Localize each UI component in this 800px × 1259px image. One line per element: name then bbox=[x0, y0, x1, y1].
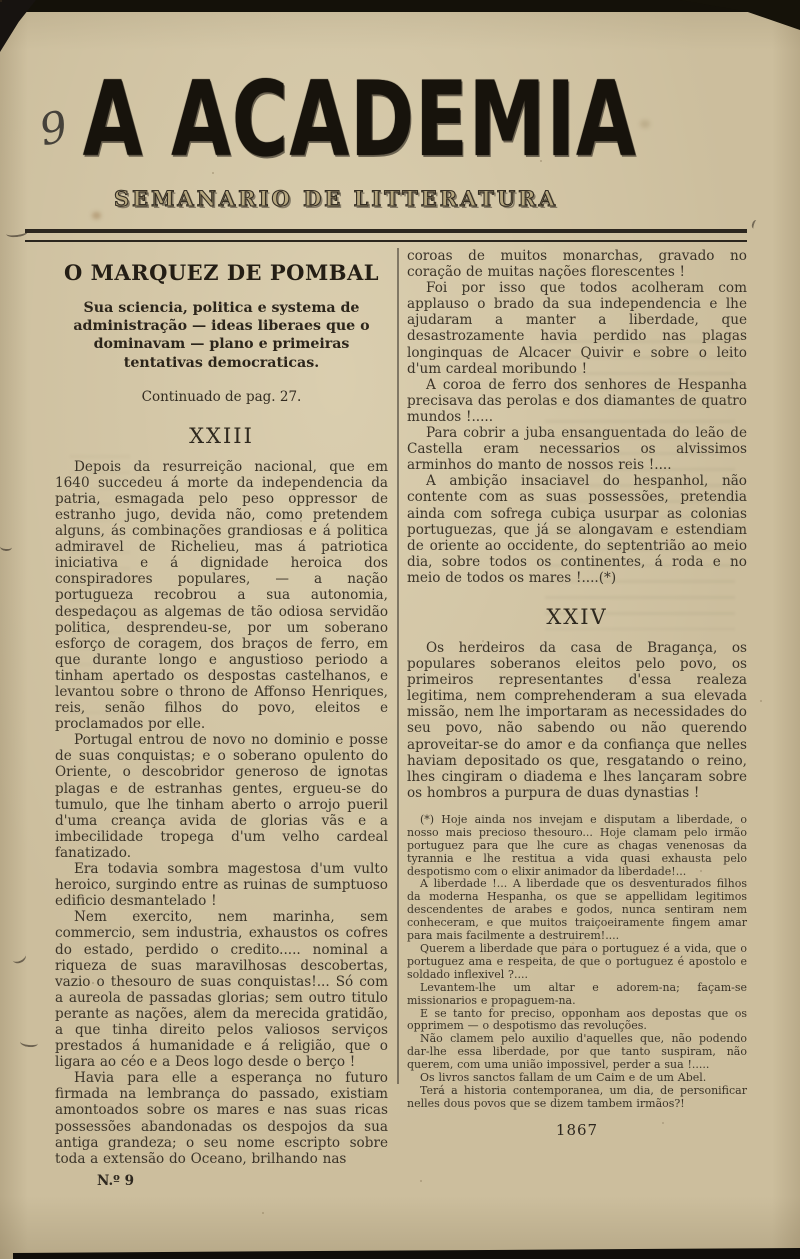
article-subtitle: Sua sciencia, politica e systema de administração — ideas liberaes que o dominavam — plano e primeiras tentativas democraticas. bbox=[73, 300, 370, 371]
footnote-paragraph: (*) Hoje ainda nos invejam e disputam a liberdade, o nosso mais precioso thesouro... Hoje clamam pelo irmão portuguez para que lhe cure as chagas venenosas da tyrannia e lhe restitua a vida quasi exhausta pelo despotismo com o elixir animador da liberdade!... bbox=[407, 812, 747, 878]
footnote-paragraph: Terá a historia contemporanea, um dia, de personificar nelles dous povos que se dizem tambem irmãos?! bbox=[407, 1083, 747, 1110]
masthead-title-text: A ACADEMIA bbox=[83, 59, 637, 180]
paragraph: A ambição insaciavel do hespanhol, não contente com as suas possessões, pretendia ainda com sofrega cubiça usurpar as colonias portuguezas, que já se alongavam e estendiam de oriente ao occidente, do septentrião ao meio dia, sobre todos os continentes, á roda e no meio de todos os mares !....(*) bbox=[407, 473, 747, 586]
footnote-paragraph: Levantem-lhe um altar e adorem-na; façam-se missionarios e propaguem-na. bbox=[407, 980, 747, 1007]
masthead-subtitle: SEMANARIO DE LITTERATURA bbox=[114, 186, 558, 211]
paragraph: A coroa de ferro dos senhores de Hespanha precisava das perolas e dos diamantes de quatro mundos !..... bbox=[407, 376, 747, 425]
scan-edge-bottom bbox=[13, 1248, 800, 1259]
paper-stain bbox=[92, 212, 101, 219]
continuation-note: Continuado de pag. 27. bbox=[141, 388, 302, 405]
paragraph: Para cobrir a juba ensanguentada do leão de Castella eram necessarios os alvissimos arminhos do manto de nossos reis !.... bbox=[407, 425, 747, 474]
section-heading-xxiv: XXIV bbox=[546, 604, 608, 629]
right-column bbox=[407, 246, 747, 1189]
footnote-paragraph: Querem a liberdade que para o portuguez é a vida, que o portuguez ama e respeita, de que o portuguez é apostolo e soldado inflexivel ?.... bbox=[407, 941, 747, 981]
article-title: O MARQUEZ DE POMBAL bbox=[63, 260, 379, 285]
paragraph: Portugal entrou de novo no dominio e posse de suas conquistas; e o soberano opulento do Oriente, o descobridor generoso de ignotas plagas e de estranhas gentes, ergueu-se do tumulo, que lhe tinham aberto o arrojo pueril d'uma creança avida de glorias vãs e a imbecilidade tropega d'um velho cardeal fanatizado. bbox=[55, 732, 388, 861]
footnote-paragraph: Não clamem pelo auxilio d'aquelles que, não podendo dar-lhe essa liberdade, por que tanto suspiram, não querem, com uma união impossivel, perder a sua !..... bbox=[407, 1032, 747, 1072]
footnote-paragraph: Os livros sanctos fallam de um Caim e de um Abel. bbox=[420, 1071, 707, 1085]
scan-edge-top bbox=[0, 0, 800, 12]
left-column bbox=[55, 246, 388, 1189]
masthead-rule bbox=[25, 229, 747, 242]
footnote-paragraph: A liberdade !... A liberdade que os desventurados filhos da moderna Hespanha, os que se appellidam legitimos descendentes de arabes e godos, nunca sentiram nem conheceram, e que muitos traiçoeiramente fingem amar para mais facilmente a destruirem!.... bbox=[407, 877, 747, 943]
paper-specks bbox=[0, 0, 2, 2]
handwritten-mark bbox=[0, 543, 12, 552]
paragraph: coroas de muitos monarchas, gravado no coração de muitas nações florescentes ! bbox=[407, 248, 747, 281]
handwritten-mark bbox=[20, 1037, 39, 1048]
paragraph: Os herdeiros da casa de Bragança, os populares soberanos eleitos pelo povo, os primeiros representantes d'essa realeza legitima, nem comprehenderam a sua elevada missão, nem lhe importaram as necessidades do seu povo, não sabendo ou não querendo aproveitar-se do amor e da confiança que nelles haviam depositado os que, resgatando o reino, lhes cingiram o diadema e lhes lançaram sobre os hombros a purpura de duas dynastias ! bbox=[407, 639, 747, 801]
paragraph: Nem exercito, nem marinha, sem commercio, sem industria, exhaustos os cofres do estado, perdido o credito..... nominal a riqueza de suas maravilhosas descobertas, vazio o thesouro de suas conquistas!... Só com a aureola de passadas glorias; sem outro titulo perante as nações, alem da merecida gratidão, a que tinha direito pelos valiosos serviços prestados á humanidade e á religião, que o ligara ao céo e a Deos logo desde o berço ! bbox=[55, 909, 388, 1071]
paragraph: Havia para elle a esperança no futuro firmada na lembrança do passado, existiam amontoados sobre os mares e nas suas ricas possessões abandonadas os despojos da sua antiga grandeza; o seu nome escripto sobre toda a extensão do Oceano, brilhando nas bbox=[55, 1070, 388, 1167]
paragraph: Era todavia sombra magestosa d'um vulto heroico, surgindo entre as ruinas de sumptuoso edificio desmantelado ! bbox=[55, 861, 388, 910]
section-heading-xxiii: XXIII bbox=[189, 423, 254, 448]
paragraph: Foi por isso que todos acolheram com applauso o brado da sua independencia e lhe ajudaram a manter a liberdade, que desastrozamente havia perdido nas plagas longinquas de Alcacer Quivir e sobre o leito d'um cardeal moribundo ! bbox=[407, 280, 747, 377]
footnote bbox=[407, 814, 747, 1111]
publication-year: 1867 bbox=[555, 1120, 599, 1139]
article-body bbox=[55, 246, 747, 1189]
masthead-title bbox=[0, 59, 720, 180]
handwritten-mark bbox=[10, 950, 27, 966]
issue-number: N.º 9 bbox=[97, 1172, 135, 1189]
handwritten-page-number: 9 bbox=[35, 101, 73, 157]
handwritten-mark bbox=[751, 219, 759, 229]
paragraph: Depois da resurreição nacional, que em 1640 succedeu á morte da independencia da patria, esmagada pelo peso oppressor de estranho jugo, devida não, como pretendem alguns, ás combinações grandiosas e á politica admiravel de Richelieu, mas á patriotica iniciativa e á dignidade heroica dos conspiradores populares, — a nação portugueza recobrou a sua autonomia, despedaçou as algemas de tão odiosa servidão politica, desprendeu-se, por um soberano esforço de coragem, dos braços de ferro, em que durante longo e angustioso periodo a tinham apertado os despostas castelhanos, e levantou sobre o throno de Affonso Henriques, reis, senão filhos do povo, eleitos e proclamados por elle. bbox=[55, 458, 388, 733]
footnote-paragraph: E se tanto for preciso, opponham aos depostas que os opprimem — o despotismo das revoluções. bbox=[407, 1006, 747, 1033]
